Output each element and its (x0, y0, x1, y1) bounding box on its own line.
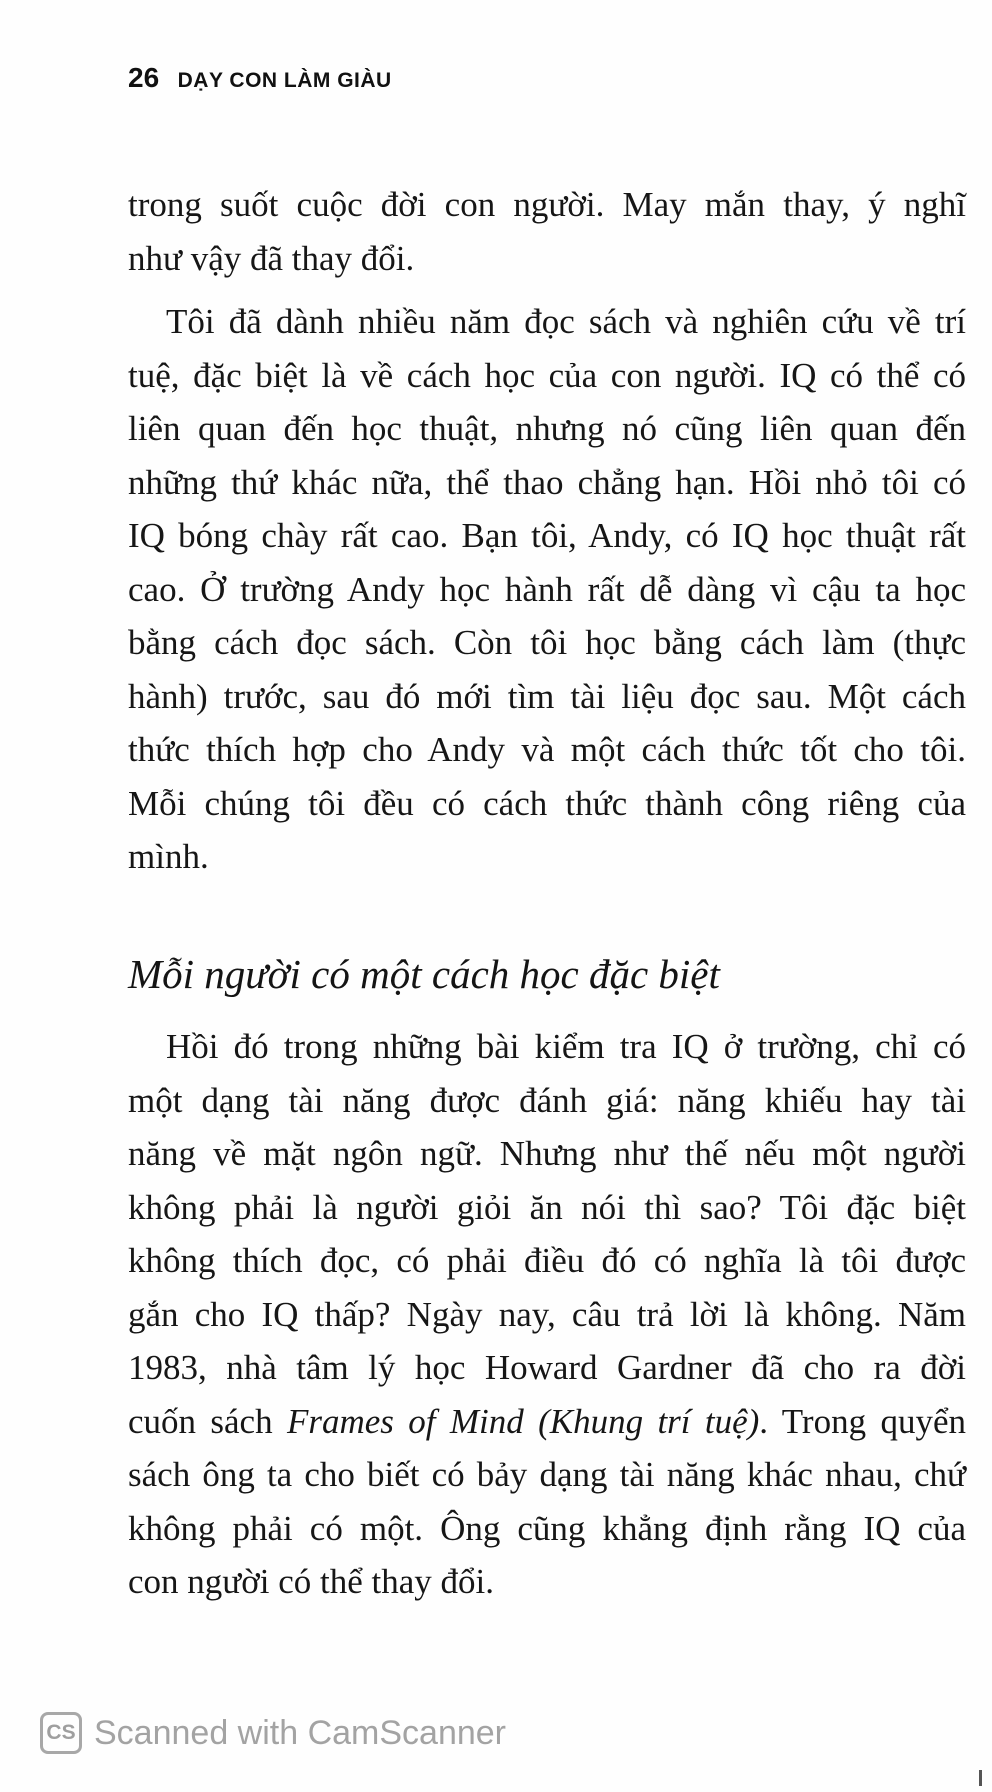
text-line: năng về mặt ngôn ngữ. Nhưng như thế nếu một người (128, 1134, 966, 1173)
text-line: trong suốt cuộc đời con người. May mắn thay, ý nghĩ (128, 185, 966, 224)
section-heading: Mỗi người có một cách học đặc biệt (128, 951, 720, 997)
text-line: liên quan đến học thuật, nhưng nó cũng liên quan đến (128, 409, 966, 448)
text-line: không thích đọc, có phải điều đó có nghĩa là tôi được (128, 1241, 966, 1280)
text-line: những thứ khác nữa, thể thao chẳng hạn. Hồi nhỏ tôi có (128, 462, 966, 502)
text-line: tuệ, đặc biệt là về cách học của con người. IQ có thể có (128, 355, 966, 395)
page-number: 26 (128, 62, 160, 93)
page-edge-mark (979, 1770, 982, 1786)
text-line: con người có thể thay đổi. (128, 1562, 495, 1601)
text-line: sách ông ta cho biết có bảy dạng tài năng khác nhau, chứ (128, 1455, 966, 1494)
book-title: DẠY CON LÀM GIÀU (177, 69, 392, 92)
text-line: thức thích hợp cho Andy và một cách thức tốt cho tôi. (128, 730, 966, 769)
camscanner-watermark (40, 1712, 506, 1754)
paragraph-1 (128, 178, 966, 285)
text-line: mình. (128, 837, 209, 876)
paragraph-2 (128, 295, 966, 884)
running-header (128, 62, 392, 94)
text-segment: . Trong quyển (759, 1401, 966, 1441)
camscanner-logo-icon: CS (40, 1712, 82, 1754)
text-line: không phải là người giỏi ăn nói thì sao? Tôi đặc biệt (128, 1187, 966, 1227)
text-line: hành) trước, sau đó mới tìm tài liệu đọc sau. Một cách (128, 676, 966, 716)
text-line: 1983, nhà tâm lý học Howard Gardner đã cho ra đời (128, 1348, 966, 1387)
paragraph-3 (128, 1020, 966, 1609)
text-line: không phải có một. Ông cũng khẳng định rằng IQ của (128, 1508, 966, 1548)
text-line: Hồi đó trong những bài kiểm tra IQ ở trường, chỉ có (166, 1027, 966, 1066)
text-line: Tôi đã dành nhiều năm đọc sách và nghiên cứu về trí (166, 302, 966, 341)
text-line: gắn cho IQ thấp? Ngày nay, câu trả lời là không. Năm (128, 1294, 966, 1334)
text-line-with-title (128, 1395, 966, 1449)
text-line: IQ bóng chày rất cao. Bạn tôi, Andy, có IQ học thuật rất (128, 516, 966, 555)
text-line: một dạng tài năng được đánh giá: năng khiếu hay tài (128, 1080, 966, 1120)
book-reference: Frames of Mind (Khung trí tuệ) (286, 1401, 760, 1441)
text-segment: cuốn sách (128, 1401, 287, 1441)
text-line: Mỗi chúng tôi đều có cách thức thành công riêng của (128, 783, 966, 823)
watermark-text: Scanned with CamScanner (94, 1713, 507, 1752)
text-line: như vậy đã thay đổi. (128, 238, 415, 278)
text-line: bằng cách đọc sách. Còn tôi học bằng cách làm (thực (128, 623, 966, 662)
text-line: cao. Ở trường Andy học hành rất dễ dàng vì cậu ta học (128, 569, 966, 609)
